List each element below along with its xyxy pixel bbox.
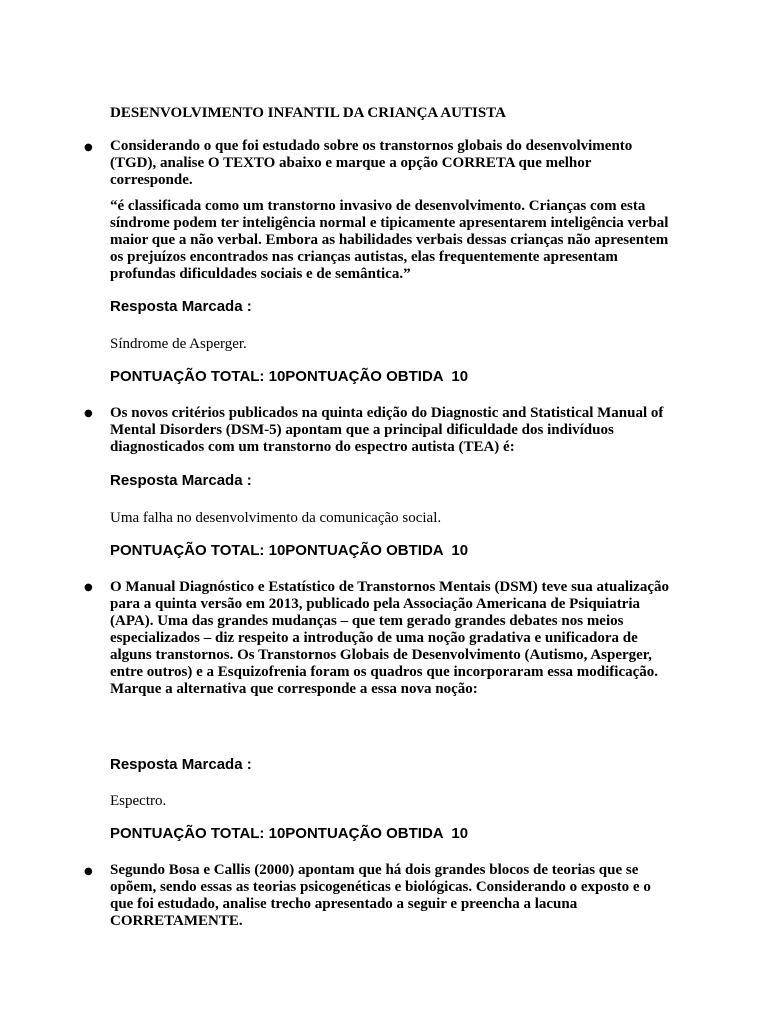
question-1-prompt: Considerando o que foi estudado sobre os transtornos globais do desenvolvimento (TGD), analise O TEXTO abaixo e marque a opção CORRETA que melhor corresponde. <box>110 138 633 188</box>
bullet-icon: ● <box>84 866 93 877</box>
bullet-icon: ● <box>84 582 93 593</box>
question-1-quote: “é classificada como um transtorno invasivo de desenvolvimento. Crianças com esta síndrome podem ter inteligência normal e tipicamente apresentarem inteligência verbal maior que a não verbal. Embora as habilidades verbais dessas crianças não apresentem os prejuízos encontrados nas crianças autistas, elas frequentemente apresentam profundas dificuldades sociais e de semântica.” <box>110 198 669 282</box>
question-3-answer: Espectro. <box>110 793 167 809</box>
question-3-answer-label: Resposta Marcada : <box>110 756 252 773</box>
question-2-answer: Uma falha no desenvolvimento da comunicação social. <box>110 510 442 526</box>
question-2-prompt: Os novos critérios publicados na quinta edição do Diagnostic and Statistical Manual of Mental Disorders (DSM-5) apontam que a principal dificuldade dos indivíduos diagnosticados com um transtorno do espectro autista (TEA) é: <box>110 405 664 455</box>
bullet-icon: ● <box>84 142 93 153</box>
question-1-answer-label: Resposta Marcada : <box>110 298 252 315</box>
question-3-prompt: O Manual Diagnóstico e Estatístico de Transtornos Mentais (DSM) teve sua atualização para a quinta versão em 2013, publicado pela Associação Americana de Psiquiatria (APA). Uma das grandes mudanças – que tem gerado grandes debates nos meios especializados – diz respeito a introdução de uma noção gradativa e unificadora de alguns transtornos. Os Transtornos Globais de Desenvolvimento (Autismo, Asperger, entre outros) e a Esquizofrenia foram os quadros que incorporaram essa modificação. Marque a alternativa que corresponde a essa nova noção: <box>110 579 669 697</box>
question-1-answer: Síndrome de Asperger. <box>110 336 247 352</box>
question-2-score: PONTUAÇÃO TOTAL: 10PONTUAÇÃO OBTIDA 10 <box>110 542 469 559</box>
question-1-score: PONTUAÇÃO TOTAL: 10PONTUAÇÃO OBTIDA 10 <box>110 368 469 385</box>
document-title: DESENVOLVIMENTO INFANTIL DA CRIANÇA AUTISTA <box>110 105 506 121</box>
question-2-answer-label: Resposta Marcada : <box>110 472 252 489</box>
question-4-prompt: Segundo Bosa e Callis (2000) apontam que há dois grandes blocos de teorias que se opõem, sendo essas as teorias psicogenéticas e biológicas. Considerando o exposto e o que foi estudado, analise trecho apresentado a seguir e preencha a lacuna CORRETAMENTE. <box>110 862 651 929</box>
bullet-icon: ● <box>84 408 93 419</box>
question-3-score: PONTUAÇÃO TOTAL: 10PONTUAÇÃO OBTIDA 10 <box>110 825 469 842</box>
